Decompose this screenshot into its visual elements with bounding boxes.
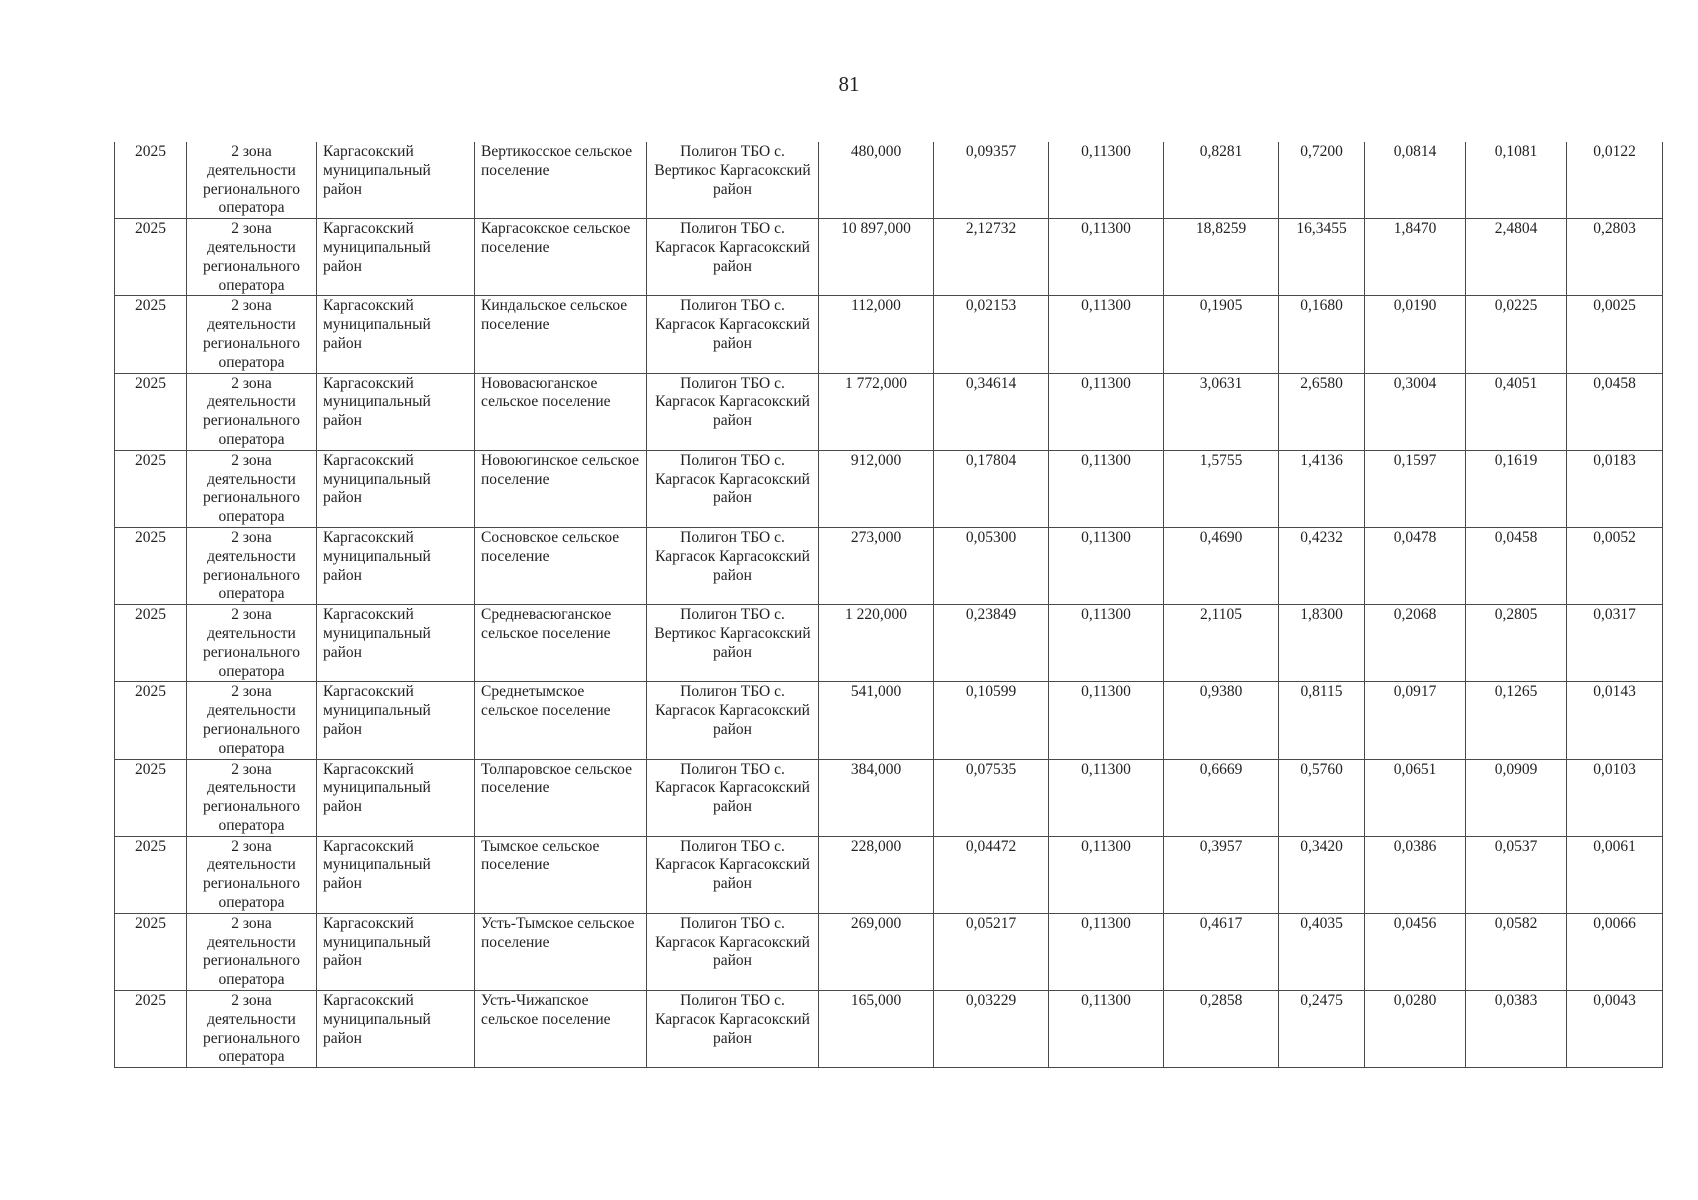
value-cell-1: 228,000	[819, 836, 934, 913]
value-cell-5: 1,8300	[1279, 605, 1365, 682]
settlement-cell: Вертикосское сельское поселение	[475, 142, 647, 219]
value-cell-2: 0,05217	[934, 913, 1049, 990]
year-cell: 2025	[115, 836, 187, 913]
settlement-cell: Новоюгинское сельское поселение	[475, 450, 647, 527]
zone-cell: 2 зона деятельности регионального оператора	[187, 527, 317, 604]
value-cell-1: 480,000	[819, 142, 934, 219]
value-cell-7: 0,0458	[1466, 527, 1567, 604]
value-cell-6: 0,0386	[1365, 836, 1466, 913]
value-cell-4: 0,2858	[1164, 991, 1279, 1068]
value-cell-1: 912,000	[819, 450, 934, 527]
value-cell-8: 0,2803	[1567, 219, 1663, 296]
year-cell: 2025	[115, 296, 187, 373]
zone-cell: 2 зона деятельности регионального оператора	[187, 759, 317, 836]
value-cell-4: 0,4617	[1164, 913, 1279, 990]
zone-cell: 2 зона деятельности регионального оператора	[187, 142, 317, 219]
facility-cell: Полигон ТБО с. Каргасок Каргасокский район	[647, 373, 819, 450]
value-cell-4: 18,8259	[1164, 219, 1279, 296]
district-cell: Каргасокский муниципальный район	[317, 527, 475, 604]
value-cell-5: 0,5760	[1279, 759, 1365, 836]
value-cell-8: 0,0052	[1567, 527, 1663, 604]
zone-cell: 2 зона деятельности регионального оператора	[187, 373, 317, 450]
value-cell-7: 2,4804	[1466, 219, 1567, 296]
value-cell-8: 0,0458	[1567, 373, 1663, 450]
table-row	[115, 836, 1663, 913]
value-cell-1: 1 772,000	[819, 373, 934, 450]
facility-cell: Полигон ТБО с. Каргасок Каргасокский район	[647, 759, 819, 836]
value-cell-3: 0,11300	[1049, 219, 1164, 296]
settlement-cell: Киндальское сельское поселение	[475, 296, 647, 373]
year-cell: 2025	[115, 450, 187, 527]
value-cell-7: 0,0383	[1466, 991, 1567, 1068]
value-cell-7: 0,2805	[1466, 605, 1567, 682]
zone-cell: 2 зона деятельности регионального оператора	[187, 450, 317, 527]
value-cell-8: 0,0183	[1567, 450, 1663, 527]
value-cell-4: 3,0631	[1164, 373, 1279, 450]
value-cell-8: 0,0043	[1567, 991, 1663, 1068]
table-row	[115, 759, 1663, 836]
value-cell-2: 0,04472	[934, 836, 1049, 913]
value-cell-5: 1,4136	[1279, 450, 1365, 527]
value-cell-3: 0,11300	[1049, 142, 1164, 219]
facility-cell: Полигон ТБО с. Каргасок Каргасокский район	[647, 836, 819, 913]
value-cell-3: 0,11300	[1049, 991, 1164, 1068]
value-cell-3: 0,11300	[1049, 605, 1164, 682]
value-cell-2: 0,05300	[934, 527, 1049, 604]
value-cell-1: 384,000	[819, 759, 934, 836]
district-cell: Каргасокский муниципальный район	[317, 682, 475, 759]
value-cell-6: 0,1597	[1365, 450, 1466, 527]
year-cell: 2025	[115, 605, 187, 682]
settlement-cell: Усть-Тымское сельское поселение	[475, 913, 647, 990]
value-cell-3: 0,11300	[1049, 913, 1164, 990]
value-cell-8: 0,0317	[1567, 605, 1663, 682]
value-cell-3: 0,11300	[1049, 527, 1164, 604]
value-cell-7: 0,0537	[1466, 836, 1567, 913]
value-cell-6: 0,0190	[1365, 296, 1466, 373]
facility-cell: Полигон ТБО с. Каргасок Каргасокский район	[647, 682, 819, 759]
district-cell: Каргасокский муниципальный район	[317, 142, 475, 219]
value-cell-3: 0,11300	[1049, 836, 1164, 913]
value-cell-1: 112,000	[819, 296, 934, 373]
value-cell-7: 0,1081	[1466, 142, 1567, 219]
facility-cell: Полигон ТБО с. Каргасок Каргасокский район	[647, 991, 819, 1068]
district-cell: Каргасокский муниципальный район	[317, 219, 475, 296]
value-cell-4: 0,8281	[1164, 142, 1279, 219]
value-cell-7: 0,4051	[1466, 373, 1567, 450]
value-cell-2: 0,02153	[934, 296, 1049, 373]
value-cell-3: 0,11300	[1049, 450, 1164, 527]
value-cell-2: 0,09357	[934, 142, 1049, 219]
value-cell-6: 0,0651	[1365, 759, 1466, 836]
district-cell: Каргасокский муниципальный район	[317, 759, 475, 836]
facility-cell: Полигон ТБО с. Каргасок Каргасокский район	[647, 527, 819, 604]
value-cell-5: 0,4232	[1279, 527, 1365, 604]
zone-cell: 2 зона деятельности регионального оператора	[187, 836, 317, 913]
table-row	[115, 142, 1663, 219]
settlement-cell: Усть-Чижапское сельское поселение	[475, 991, 647, 1068]
district-cell: Каргасокский муниципальный район	[317, 991, 475, 1068]
facility-cell: Полигон ТБО с. Каргасок Каргасокский район	[647, 450, 819, 527]
table-row	[115, 296, 1663, 373]
facility-cell: Полигон ТБО с. Каргасок Каргасокский район	[647, 296, 819, 373]
value-cell-1: 165,000	[819, 991, 934, 1068]
value-cell-4: 0,1905	[1164, 296, 1279, 373]
zone-cell: 2 зона деятельности регионального оператора	[187, 296, 317, 373]
district-cell: Каргасокский муниципальный район	[317, 450, 475, 527]
facility-cell: Полигон ТБО с. Вертикос Каргасокский район	[647, 605, 819, 682]
value-cell-6: 1,8470	[1365, 219, 1466, 296]
value-cell-5: 0,3420	[1279, 836, 1365, 913]
value-cell-3: 0,11300	[1049, 296, 1164, 373]
value-cell-6: 0,2068	[1365, 605, 1466, 682]
settlement-cell: Толпаровское сельское поселение	[475, 759, 647, 836]
value-cell-4: 0,4690	[1164, 527, 1279, 604]
settlement-cell: Средневасюганское сельское поселение	[475, 605, 647, 682]
value-cell-7: 0,1265	[1466, 682, 1567, 759]
district-cell: Каргасокский муниципальный район	[317, 373, 475, 450]
value-cell-8: 0,0122	[1567, 142, 1663, 219]
zone-cell: 2 зона деятельности регионального оператора	[187, 682, 317, 759]
year-cell: 2025	[115, 682, 187, 759]
data-table	[114, 142, 1663, 1068]
facility-cell: Полигон ТБО с. Каргасок Каргасокский район	[647, 219, 819, 296]
value-cell-1: 269,000	[819, 913, 934, 990]
zone-cell: 2 зона деятельности регионального оператора	[187, 219, 317, 296]
value-cell-7: 0,0582	[1466, 913, 1567, 990]
value-cell-2: 0,10599	[934, 682, 1049, 759]
value-cell-5: 0,4035	[1279, 913, 1365, 990]
value-cell-7: 0,1619	[1466, 450, 1567, 527]
value-cell-8: 0,0061	[1567, 836, 1663, 913]
value-cell-4: 0,3957	[1164, 836, 1279, 913]
settlement-cell: Тымское сельское поселение	[475, 836, 647, 913]
table-row	[115, 373, 1663, 450]
facility-cell: Полигон ТБО с. Вертикос Каргасокский район	[647, 142, 819, 219]
value-cell-1: 273,000	[819, 527, 934, 604]
zone-cell: 2 зона деятельности регионального оператора	[187, 605, 317, 682]
year-cell: 2025	[115, 373, 187, 450]
value-cell-4: 2,1105	[1164, 605, 1279, 682]
value-cell-6: 0,0814	[1365, 142, 1466, 219]
year-cell: 2025	[115, 759, 187, 836]
zone-cell: 2 зона деятельности регионального оператора	[187, 991, 317, 1068]
value-cell-8: 0,0143	[1567, 682, 1663, 759]
value-cell-2: 0,17804	[934, 450, 1049, 527]
table-row	[115, 991, 1663, 1068]
table-row	[115, 527, 1663, 604]
value-cell-5: 2,6580	[1279, 373, 1365, 450]
settlement-cell: Среднетымское сельское поселение	[475, 682, 647, 759]
value-cell-4: 0,9380	[1164, 682, 1279, 759]
value-cell-5: 0,7200	[1279, 142, 1365, 219]
year-cell: 2025	[115, 991, 187, 1068]
value-cell-4: 0,6669	[1164, 759, 1279, 836]
value-cell-5: 16,3455	[1279, 219, 1365, 296]
value-cell-6: 0,0280	[1365, 991, 1466, 1068]
value-cell-3: 0,11300	[1049, 373, 1164, 450]
value-cell-3: 0,11300	[1049, 682, 1164, 759]
value-cell-6: 0,0456	[1365, 913, 1466, 990]
year-cell: 2025	[115, 913, 187, 990]
table-row	[115, 605, 1663, 682]
year-cell: 2025	[115, 527, 187, 604]
settlement-cell: Каргасокское сельское поселение	[475, 219, 647, 296]
value-cell-8: 0,0066	[1567, 913, 1663, 990]
value-cell-2: 0,03229	[934, 991, 1049, 1068]
value-cell-3: 0,11300	[1049, 759, 1164, 836]
table-row	[115, 219, 1663, 296]
district-cell: Каргасокский муниципальный район	[317, 836, 475, 913]
zone-cell: 2 зона деятельности регионального оператора	[187, 913, 317, 990]
value-cell-5: 0,8115	[1279, 682, 1365, 759]
value-cell-2: 2,12732	[934, 219, 1049, 296]
value-cell-1: 10 897,000	[819, 219, 934, 296]
table-row	[115, 913, 1663, 990]
value-cell-6: 0,0478	[1365, 527, 1466, 604]
value-cell-1: 541,000	[819, 682, 934, 759]
value-cell-5: 0,1680	[1279, 296, 1365, 373]
facility-cell: Полигон ТБО с. Каргасок Каргасокский район	[647, 913, 819, 990]
value-cell-6: 0,3004	[1365, 373, 1466, 450]
value-cell-6: 0,0917	[1365, 682, 1466, 759]
value-cell-8: 0,0103	[1567, 759, 1663, 836]
settlement-cell: Нововасюганское сельское поселение	[475, 373, 647, 450]
value-cell-2: 0,23849	[934, 605, 1049, 682]
table-row	[115, 682, 1663, 759]
table-row	[115, 450, 1663, 527]
value-cell-5: 0,2475	[1279, 991, 1365, 1068]
value-cell-4: 1,5755	[1164, 450, 1279, 527]
district-cell: Каргасокский муниципальный район	[317, 605, 475, 682]
district-cell: Каргасокский муниципальный район	[317, 296, 475, 373]
value-cell-7: 0,0909	[1466, 759, 1567, 836]
value-cell-1: 1 220,000	[819, 605, 934, 682]
year-cell: 2025	[115, 142, 187, 219]
value-cell-2: 0,34614	[934, 373, 1049, 450]
page-number: 81	[838, 72, 860, 96]
value-cell-2: 0,07535	[934, 759, 1049, 836]
value-cell-8: 0,0025	[1567, 296, 1663, 373]
year-cell: 2025	[115, 219, 187, 296]
value-cell-7: 0,0225	[1466, 296, 1567, 373]
district-cell: Каргасокский муниципальный район	[317, 913, 475, 990]
settlement-cell: Сосновское сельское поселение	[475, 527, 647, 604]
